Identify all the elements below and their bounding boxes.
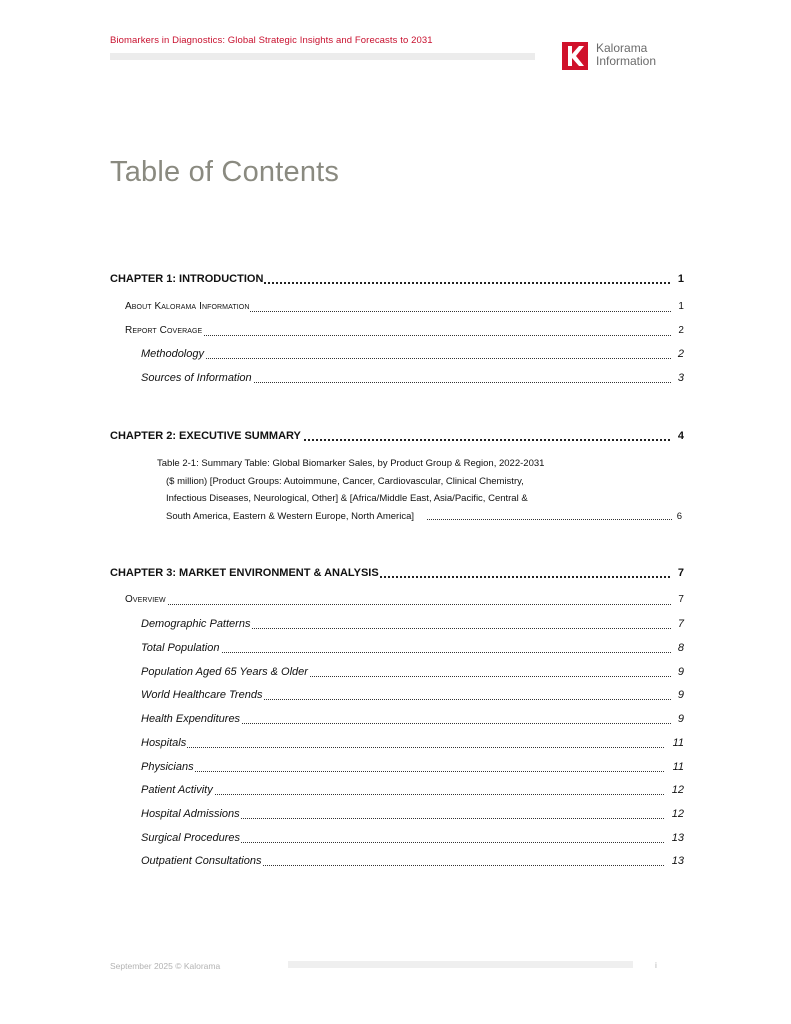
toc-sub-demographic[interactable] (0, 618, 791, 634)
running-header-title: Biomarkers in Diagnostics: Global Strategic Insights and Forecasts to 2031 (110, 35, 433, 46)
toc-label: Hospitals (141, 737, 187, 749)
toc-chapter-1[interactable] (0, 273, 791, 289)
toc-leader (143, 771, 666, 772)
toc-label: Physicians (141, 761, 194, 773)
toc-page-number: 11 (665, 761, 684, 773)
toc-label: Population Aged 65 Years & Older (141, 666, 308, 678)
toc-label: CHAPTER 1: INTRODUCTION (110, 273, 264, 285)
toc-page-number: 2 (672, 348, 684, 360)
table-entry-line-1: Table 2-1: Summary Table: Global Biomarker Sales, by Product Group & Region, 2022-2031 (157, 458, 545, 469)
table-entry-line-4: South America, Eastern & Western Europe, North America] (166, 510, 414, 522)
toc-sub-physicians[interactable] (0, 761, 791, 777)
toc-label: Surgical Procedures (141, 832, 241, 844)
toc-sub-outpatient[interactable] (0, 855, 791, 871)
logo-line-2: Information (596, 54, 657, 68)
toc-page-number: 7 (672, 618, 684, 630)
toc-label: Demographic Patterns (141, 618, 251, 630)
toc-page-number: 1 (672, 273, 684, 285)
logo-wordmark (596, 42, 656, 68)
toc-sub-methodology[interactable] (0, 348, 791, 364)
toc-page-number: 13 (665, 832, 684, 844)
toc-page-number: 3 (672, 372, 684, 384)
toc-label: Hospital Admissions (141, 808, 240, 820)
toc-page-number: 2 (672, 325, 684, 336)
toc-label: Health Expenditures (141, 713, 241, 725)
toc-label: Report Coverage (125, 325, 203, 336)
toc-page-number: 12 (665, 808, 684, 820)
toc-page-number: 7 (672, 594, 684, 605)
toc-chapter-3[interactable] (0, 567, 791, 583)
toc-page-number: 1 (672, 301, 684, 312)
footer-rule (288, 961, 633, 968)
toc-section-report-coverage[interactable] (0, 325, 791, 341)
toc-leader (427, 519, 672, 520)
toc-sub-hospitals[interactable] (0, 737, 791, 753)
toc-leader (143, 652, 673, 653)
toc-page-number: 9 (672, 666, 684, 678)
toc-leader (127, 335, 673, 336)
footer-date: September 2025 © Kalorama (110, 961, 221, 971)
kalorama-logo (562, 42, 672, 72)
toc-sub-health-expenditures[interactable] (0, 713, 791, 729)
toc-page-number: 12 (665, 784, 684, 796)
toc-sub-sources[interactable] (0, 372, 791, 388)
toc-label: Outpatient Consultations (141, 855, 262, 867)
toc-leader (127, 604, 673, 605)
toc-label: Overview (125, 594, 166, 605)
toc-label: Patient Activity (141, 784, 213, 796)
toc-leader (143, 358, 673, 359)
toc-page-number: 13 (665, 855, 684, 867)
toc-leader (143, 747, 666, 748)
toc-label: Sources of Information (141, 372, 252, 384)
toc-label: Methodology (141, 348, 204, 360)
toc-section-about[interactable] (0, 301, 791, 317)
toc-label: Total Population (141, 642, 220, 654)
toc-sub-total-population[interactable] (0, 642, 791, 658)
toc-label: CHAPTER 3: MARKET ENVIRONMENT & ANALYSIS (110, 567, 379, 579)
toc-page-number: 9 (672, 689, 684, 701)
toc-page-number: 11 (665, 737, 684, 749)
toc-page-number: 9 (672, 713, 684, 725)
toc-label: CHAPTER 2: EXECUTIVE SUMMARY (110, 430, 301, 442)
footer-page-number: i (655, 960, 657, 970)
kalorama-logo-icon (562, 42, 588, 70)
toc-page-number: 7 (672, 567, 684, 579)
toc-sub-surgical[interactable] (0, 832, 791, 848)
logo-line-1: Kalorama (596, 41, 648, 55)
page-title: Table of Contents (110, 156, 340, 188)
toc-page-number: 4 (672, 430, 684, 442)
toc-page-number: 6 (675, 508, 682, 526)
toc-leader (143, 794, 666, 795)
toc-sub-aged-65[interactable] (0, 666, 791, 682)
toc-label: About Kalorama Information (125, 301, 250, 312)
table-entry-line-4-row (157, 508, 682, 526)
table-entry-line-3: Infectious Diseases, Neurological, Other] & [Africa/Middle East, Asia/Pacific, Central & (166, 493, 528, 504)
toc-label: World Healthcare Trends (141, 689, 263, 701)
toc-sub-world-trends[interactable] (0, 689, 791, 705)
toc-section-overview[interactable] (0, 594, 791, 610)
header-rule (110, 53, 535, 60)
toc-chapter-2[interactable] (0, 430, 791, 446)
toc-sub-patient-activity[interactable] (0, 784, 791, 800)
toc-sub-hospital-admissions[interactable] (0, 808, 791, 824)
toc-table-2-1[interactable] (157, 455, 682, 525)
toc-page-number: 8 (672, 642, 684, 654)
table-entry-line-2: ($ million) [Product Groups: Autoimmune, Cancer, Cardiovascular, Clinical Chemistry, (166, 475, 524, 487)
